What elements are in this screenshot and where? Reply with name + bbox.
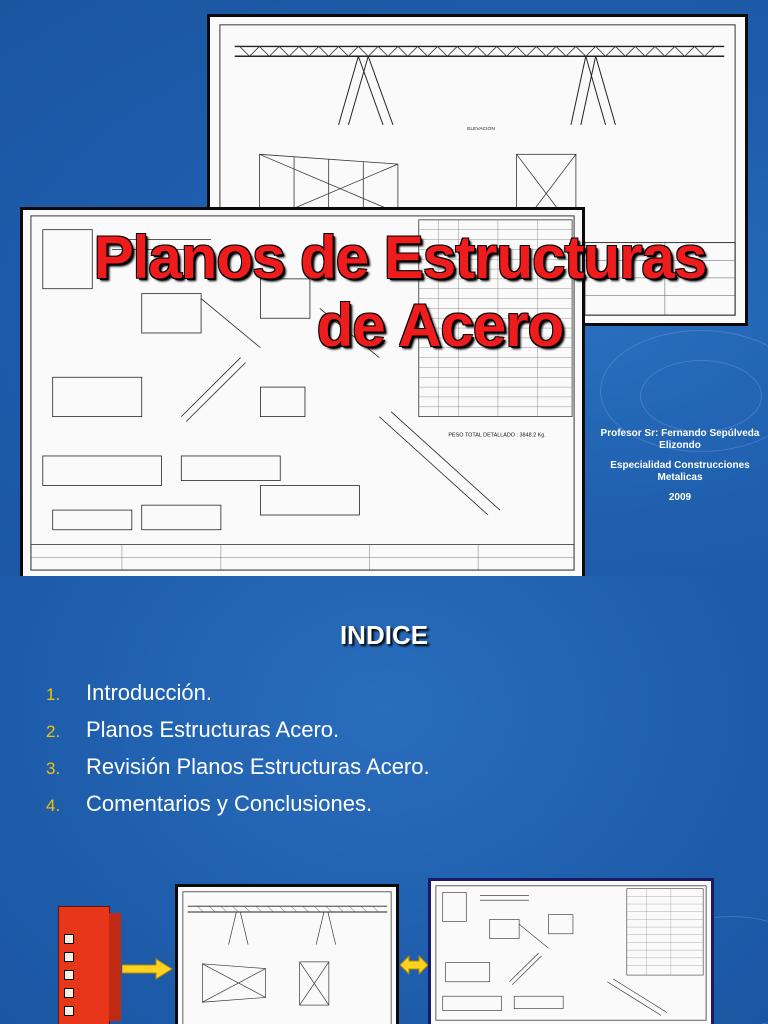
binder-cells bbox=[64, 933, 84, 1024]
index-item-label: Comentarios y Conclusiones. bbox=[86, 791, 373, 816]
index-item bbox=[46, 754, 430, 791]
index-item bbox=[46, 717, 430, 754]
slide-title-line2: de Acero bbox=[316, 292, 564, 359]
index-item-number: 1. bbox=[46, 685, 61, 704]
details-drawing-thumbnail bbox=[428, 878, 714, 1024]
thumb1-lines bbox=[178, 887, 396, 1024]
index-item-number: 2. bbox=[46, 722, 61, 741]
index-heading: INDICE bbox=[339, 620, 429, 650]
index-item-label: Introducción. bbox=[86, 680, 212, 705]
year: 2009 bbox=[668, 492, 692, 503]
index-list bbox=[46, 680, 430, 828]
index-item bbox=[46, 791, 430, 828]
binder-icon bbox=[58, 906, 110, 1024]
index-item-number: 4. bbox=[46, 796, 61, 815]
specialty: Especialidad Construcciones Metalicas bbox=[610, 460, 750, 483]
truss-drawing-thumbnail bbox=[175, 884, 399, 1024]
svg-text:ELEVACION: ELEVACION bbox=[467, 126, 495, 132]
decor-ripple bbox=[640, 360, 762, 432]
thumb2-lines bbox=[431, 881, 711, 1024]
index-item bbox=[46, 680, 430, 717]
author-block bbox=[592, 428, 768, 512]
double-arrow-icon bbox=[400, 954, 428, 976]
arrow-right-icon bbox=[122, 958, 174, 980]
index-item-number: 3. bbox=[46, 759, 61, 778]
index-item-label: Planos Estructuras Acero. bbox=[86, 717, 340, 742]
author-name: Profesor Sr: Fernando Sepúlveda Elizondo bbox=[600, 428, 760, 451]
index-slide bbox=[0, 576, 768, 1024]
binder-tab bbox=[109, 913, 121, 1021]
slide-title-line1: Planos de Estructuras bbox=[93, 224, 707, 291]
index-item-label: Revisión Planos Estructuras Acero. bbox=[86, 754, 430, 779]
total-weight-label: PESO TOTAL DETALLADO : 3848.2 Kg. bbox=[448, 432, 546, 439]
